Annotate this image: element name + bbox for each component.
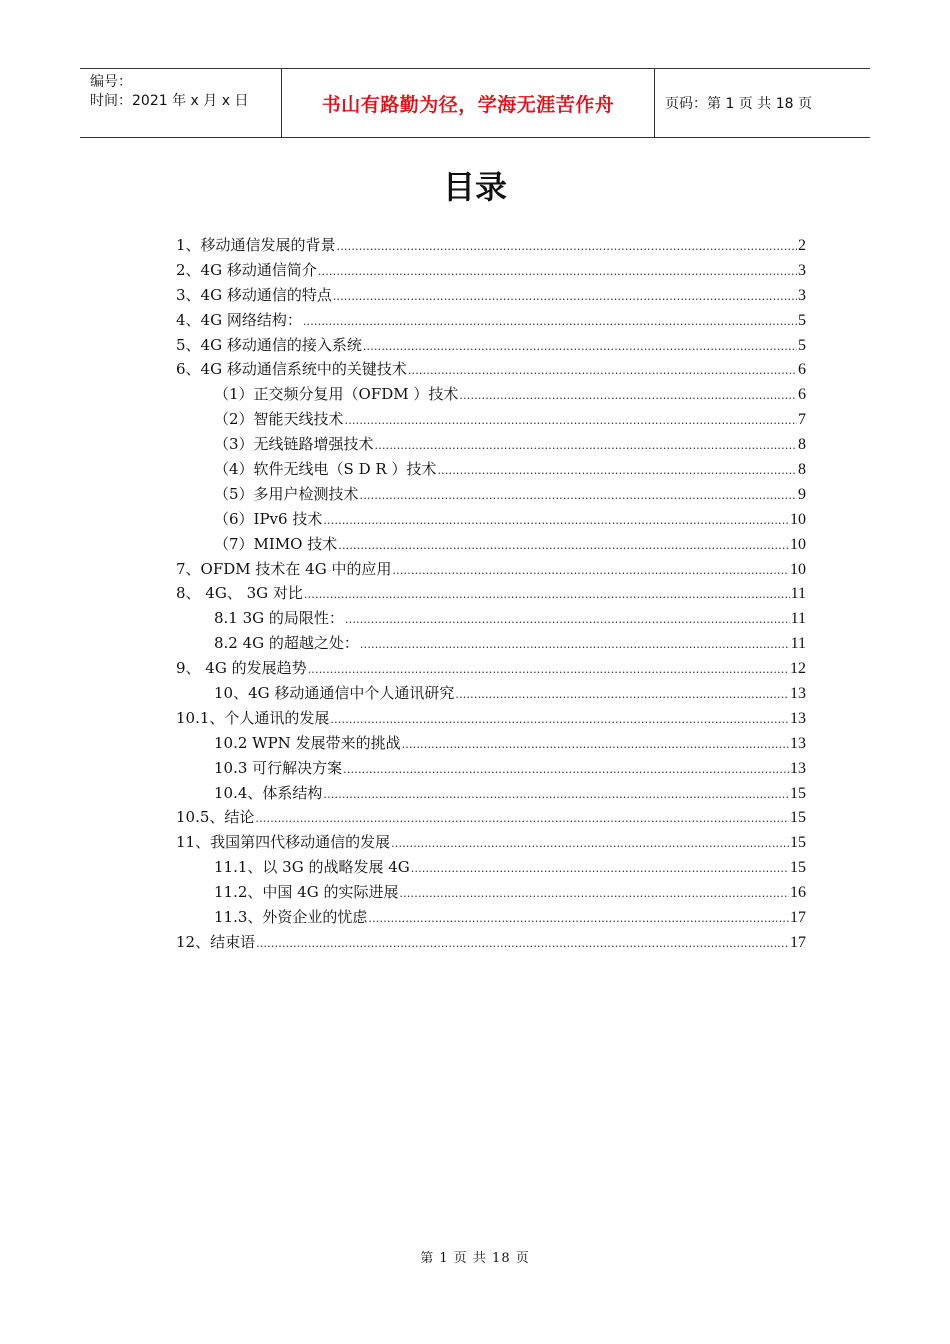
toc-dot-leader [455,683,789,708]
toc-entry[interactable] [176,532,806,557]
toc-entry-page-number: 10 [790,510,806,528]
toc-entry-title: 6、4G 移动通信系统中的关键技术 [176,360,407,379]
toc-entry-title: 11.3、外资企业的忧虑 [214,908,368,927]
toc-dot-leader [255,807,789,832]
toc-entry-page-number: 13 [790,759,806,777]
toc-dot-leader [399,882,789,907]
toc-entry[interactable] [176,656,806,681]
toc-entry-page-number: 10 [790,535,806,553]
toc-entry-page-number: 15 [790,784,806,802]
toc-entry-title: （5）多用户检测技术 [214,484,359,503]
toc-entry-title: 11.2、中国 4G 的实际进展 [214,883,399,902]
toc-entry-title: 10.3 可行解决方案 [214,758,343,777]
toc-entry-page-number: 2 [798,237,806,254]
toc-entry-page-number: 6 [798,386,806,404]
toc-entry[interactable] [176,706,806,731]
toc-entry-title: 12、结束语 [176,932,256,951]
toc-entry-page-number: 13 [790,734,806,752]
toc-entry[interactable] [176,781,806,806]
toc-dot-leader [303,310,797,335]
toc-entry-page-number: 11 [790,610,806,628]
toc-entry-title: （4）软件无线电（S D R ）技术 [214,460,437,479]
table-of-contents [176,233,806,955]
toc-entry-page-number: 12 [790,660,806,678]
toc-entry-page-number: 16 [790,884,806,902]
toc-entry-page-number: 5 [798,311,806,329]
toc-entry[interactable] [176,631,806,656]
toc-entry[interactable] [176,855,806,880]
header-meta [80,69,282,137]
document-number-label: 编号： [90,74,132,90]
toc-entry-page-number: 3 [798,261,806,279]
toc-entry[interactable] [176,731,806,756]
toc-dot-leader [363,335,797,360]
toc-dot-leader [360,633,790,658]
toc-entry-title: 10.4、体系结构 [214,783,323,802]
toc-entry[interactable] [176,557,806,582]
toc-dot-leader [343,758,789,783]
toc-entry-title: 10.2 WPN 发展带来的挑战 [214,733,401,752]
toc-entry-page-number: 13 [790,685,806,703]
toc-entry-title: 10、4G 移动通通信中个人通讯研究 [214,684,455,703]
toc-dot-leader [360,484,797,509]
toc-entry-page-number: 6 [798,361,806,379]
toc-entry[interactable] [176,233,806,258]
toc-dot-leader [330,708,789,733]
toc-dot-leader [391,832,789,857]
toc-entry-page-number: 8 [798,436,806,454]
toc-entry-page-number: 11 [790,585,806,603]
toc-entry-page-number: 15 [790,834,806,852]
toc-entry-title: （1）正交频分复用（OFDM ）技术 [214,385,459,404]
toc-entry[interactable] [176,333,806,358]
toc-entry-title: 9、 4G 的发展趋势 [176,659,307,678]
toc-entry-page-number: 17 [790,933,806,951]
toc-entry[interactable] [176,880,806,905]
toc-entry[interactable] [176,457,806,482]
toc-dot-leader [392,559,789,584]
toc-entry[interactable] [176,482,806,507]
toc-dot-leader [333,285,797,310]
toc-entry[interactable] [176,432,806,457]
header-motto: 书山有路勤为径，学海无涯苦作舟 [282,69,655,137]
toc-dot-leader [411,857,789,882]
toc-dot-leader [345,608,790,633]
toc-entry[interactable] [176,283,806,308]
toc-dot-leader [437,459,797,484]
toc-dot-leader [408,359,797,384]
page-header [80,68,870,138]
toc-entry-title: 4、4G 网络结构： [176,310,302,329]
toc-dot-leader [375,434,797,459]
toc-entry[interactable] [176,930,806,955]
toc-entry-title: （7）MIMO 技术 [214,534,338,553]
toc-entry[interactable] [176,756,806,781]
toc-entry-page-number: 9 [798,485,806,503]
toc-entry-title: （2）智能天线技术 [214,410,344,429]
toc-entry[interactable] [176,681,806,706]
toc-dot-leader [459,384,797,409]
toc-entry-title: 10.1、个人通讯的发展 [176,708,330,727]
toc-entry-page-number: 10 [790,560,806,578]
toc-entry-page-number: 7 [798,411,806,429]
toc-dot-leader [337,235,797,260]
page-title: 目录 [442,168,507,206]
toc-entry-title: 2、4G 移动通信简介 [176,260,317,279]
toc-entry[interactable] [176,258,806,283]
toc-entry-title: 3、4G 移动通信的特点 [176,285,332,304]
toc-dot-leader [256,932,789,957]
toc-entry[interactable] [176,581,806,606]
toc-entry-page-number: 8 [798,461,806,479]
toc-entry-page-number: 13 [790,709,806,727]
toc-entry[interactable] [176,905,806,930]
toc-entry-title: 8.1 3G 的局限性： [214,609,344,628]
toc-dot-leader [304,583,790,608]
toc-entry[interactable] [176,606,806,631]
toc-dot-leader [323,783,789,808]
toc-dot-leader [323,509,789,534]
toc-dot-leader [345,409,797,434]
toc-entry-title: 1、移动通信发展的背景 [176,236,336,254]
toc-entry-title: 8.2 4G 的超越之处： [214,634,359,653]
toc-entry-page-number: 3 [798,286,806,304]
toc-entry[interactable] [176,382,806,407]
toc-entry[interactable] [176,805,806,830]
toc-dot-leader [308,658,789,683]
toc-entry-page-number: 15 [790,809,806,827]
toc-entry-title: 8、 4G、 3G 对比 [176,584,303,603]
toc-dot-leader [368,907,789,932]
page-footer: 第 1 页 共 18 页 [420,1251,530,1266]
toc-entry[interactable] [176,507,806,532]
toc-entry-title: （6）IPv6 技术 [214,509,323,528]
toc-entry-page-number: 15 [790,859,806,877]
toc-entry-title: 7、OFDM 技术在 4G 中的应用 [176,559,392,578]
toc-dot-leader [318,260,797,285]
toc-entry-page-number: 17 [790,909,806,927]
toc-dot-leader [402,733,789,758]
toc-entry-title: 11.1、以 3G 的战略发展 4G [214,858,410,877]
header-page-info: 页码：第 1 页 共 18 页 [665,96,812,112]
toc-entry[interactable] [176,830,806,855]
document-time-label: 时间：2021 年 x 月 x 日 [90,93,249,109]
toc-entry[interactable] [176,407,806,432]
toc-entry-title: 11、我国第四代移动通信的发展 [176,833,391,852]
toc-entry[interactable] [176,308,806,333]
toc-entry-page-number: 5 [798,336,806,354]
toc-entry-page-number: 11 [790,635,806,653]
toc-dot-leader [338,534,789,559]
toc-entry-title: 5、4G 移动通信的接入系统 [176,335,362,354]
toc-entry[interactable] [176,357,806,382]
toc-entry-title: 10.5、结论 [176,808,255,827]
toc-entry-title: （3）无线链路增强技术 [214,435,374,454]
